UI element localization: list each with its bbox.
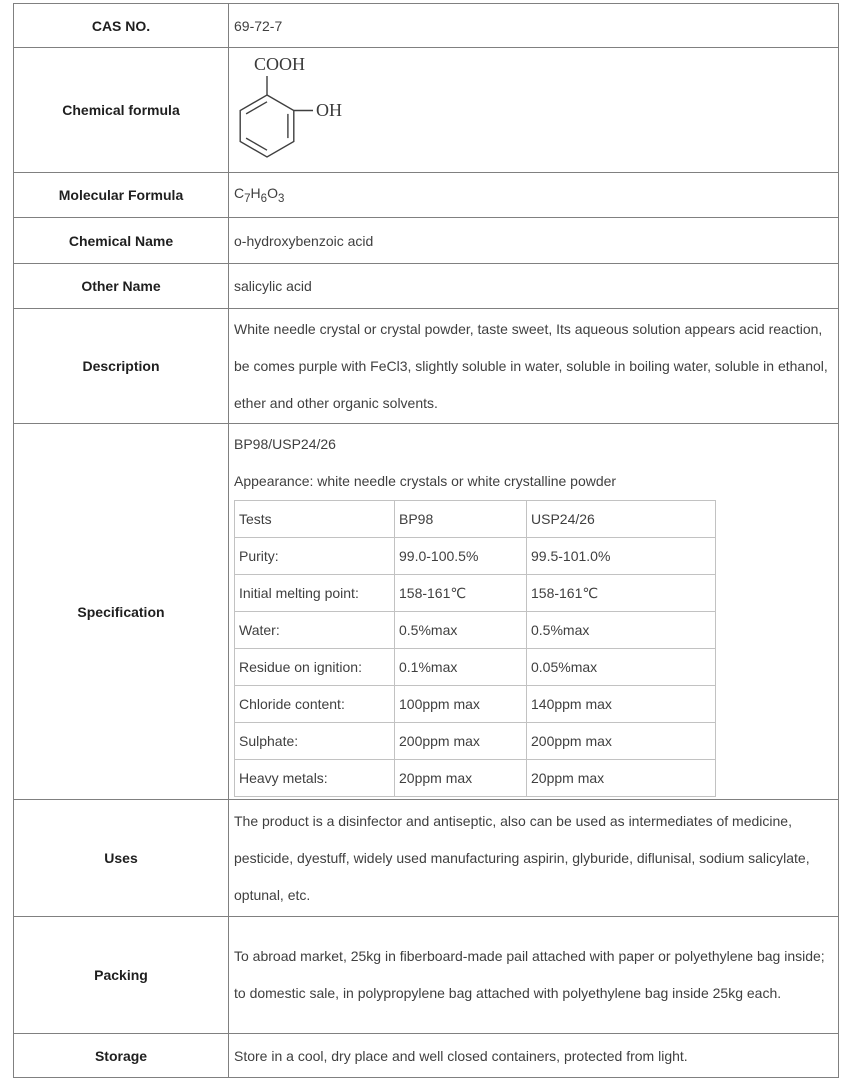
spec-table-cell: 0.05%max [527, 649, 716, 686]
spec-table-row [235, 723, 716, 760]
spec-table-row [235, 538, 716, 575]
storage-value: Store in a cool, dry place and well closed containers, protected from light. [229, 1034, 839, 1078]
specification-label: Specification [14, 424, 229, 800]
packing-text: To abroad market, 25kg in fiberboard-made pail attached with paper or polyethylene bag inside; to domestic sale, in polypropylene bag attached with polyethylene bag inside 25kg each. [234, 948, 825, 1001]
specification-standard-line: BP98/USP24/26 [234, 436, 336, 452]
formula-symbol: O [267, 185, 278, 202]
specification-appearance-line: Appearance: white needle crystals or white crystalline powder [234, 473, 617, 489]
other-name-label: Other Name [14, 264, 229, 309]
table-row-specification [14, 424, 839, 800]
specification-sub-table [234, 500, 716, 797]
molecular-formula-value [229, 173, 839, 218]
uses-text: The product is a disinfector and antiseptic, also can be used as intermediates of medicine, pesticide, dyestuff, widely used manufacturing aspirin, glyburide, diflunisal, sodium salicylate, optunal, etc. [234, 812, 810, 903]
formula-subscript: 7 [244, 192, 251, 205]
oh-group-text: OH [316, 99, 342, 120]
cooh-group-text: COOH [254, 53, 306, 74]
double-bond-top-left [246, 101, 267, 113]
spec-header-usp: USP24/26 [527, 501, 716, 538]
product-spec-table [13, 3, 839, 1078]
spec-table-cell: 158-161℃ [395, 575, 527, 612]
table-row-storage [14, 1034, 839, 1078]
molecular-formula-label: Molecular Formula [14, 173, 229, 218]
table-row-description [14, 309, 839, 424]
chemical-formula-cell [229, 48, 839, 173]
table-row-uses [14, 800, 839, 917]
table-row-packing [14, 917, 839, 1034]
spec-table-row [235, 686, 716, 723]
specification-cell [229, 424, 839, 800]
spec-table-row [235, 612, 716, 649]
table-row-chemical-name [14, 218, 839, 264]
table-row-cas [14, 4, 839, 48]
chemical-formula-label: Chemical formula [14, 48, 229, 173]
cas-value: 69-72-7 [229, 4, 839, 48]
formula-symbol: H [250, 185, 261, 202]
benzene-ring [240, 95, 294, 157]
spec-table-cell: Water: [235, 612, 395, 649]
spec-table-cell: 20ppm max [395, 760, 527, 797]
spec-table-row [235, 575, 716, 612]
spec-table-cell: Purity: [235, 538, 395, 575]
spec-table-body [235, 501, 716, 797]
spec-table-cell: 0.5%max [395, 612, 527, 649]
spec-table-cell: 0.1%max [395, 649, 527, 686]
storage-label: Storage [14, 1034, 229, 1078]
spec-header-tests: Tests [235, 501, 395, 538]
table-row-molecular-formula [14, 173, 839, 218]
spec-table-cell: 100ppm max [395, 686, 527, 723]
packing-cell [229, 917, 839, 1034]
spec-table-cell: 200ppm max [395, 723, 527, 760]
packing-label: Packing [14, 917, 229, 1034]
spec-table-cell: Chloride content: [235, 686, 395, 723]
spec-table-row [235, 649, 716, 686]
cas-label: CAS NO. [14, 4, 229, 48]
spec-table-cell: 20ppm max [527, 760, 716, 797]
spec-table-cell: Residue on ignition: [235, 649, 395, 686]
spec-table-cell: 99.0-100.5% [395, 538, 527, 575]
table-row-chemical-formula [14, 48, 839, 173]
double-bond-bottom-left [246, 138, 267, 150]
uses-cell [229, 800, 839, 917]
spec-table-cell: 99.5-101.0% [527, 538, 716, 575]
other-name-value: salicylic acid [229, 264, 839, 309]
formula-symbol: C [234, 185, 245, 202]
description-cell [229, 309, 839, 424]
spec-table-header-row [235, 501, 716, 538]
salicylic-acid-structure-drawing [234, 52, 352, 166]
formula-subscript: 3 [277, 192, 285, 205]
spec-table-row [235, 760, 716, 797]
spec-table-cell: 0.5%max [527, 612, 716, 649]
spec-table-cell: Initial melting point: [235, 575, 395, 612]
formula-subscript: 6 [260, 192, 268, 205]
spec-table-cell: Heavy metals: [235, 760, 395, 797]
table-row-other-name [14, 264, 839, 309]
uses-label: Uses [14, 800, 229, 917]
spec-table-cell: 158-161℃ [527, 575, 716, 612]
description-text: White needle crystal or crystal powder, taste sweet, Its aqueous solution appears acid reaction, be comes purple with FeCl3, slightly soluble in water, soluble in boiling water, soluble in ethanol, ether and other organic solvents. [234, 320, 828, 411]
chemical-name-label: Chemical Name [14, 218, 229, 264]
spec-table-cell: 140ppm max [527, 686, 716, 723]
spec-table-cell: 200ppm max [527, 723, 716, 760]
chemical-name-value: o-hydroxybenzoic acid [229, 218, 839, 264]
spec-header-bp98: BP98 [395, 501, 527, 538]
spec-table-cell: Sulphate: [235, 723, 395, 760]
description-label: Description [14, 309, 229, 424]
